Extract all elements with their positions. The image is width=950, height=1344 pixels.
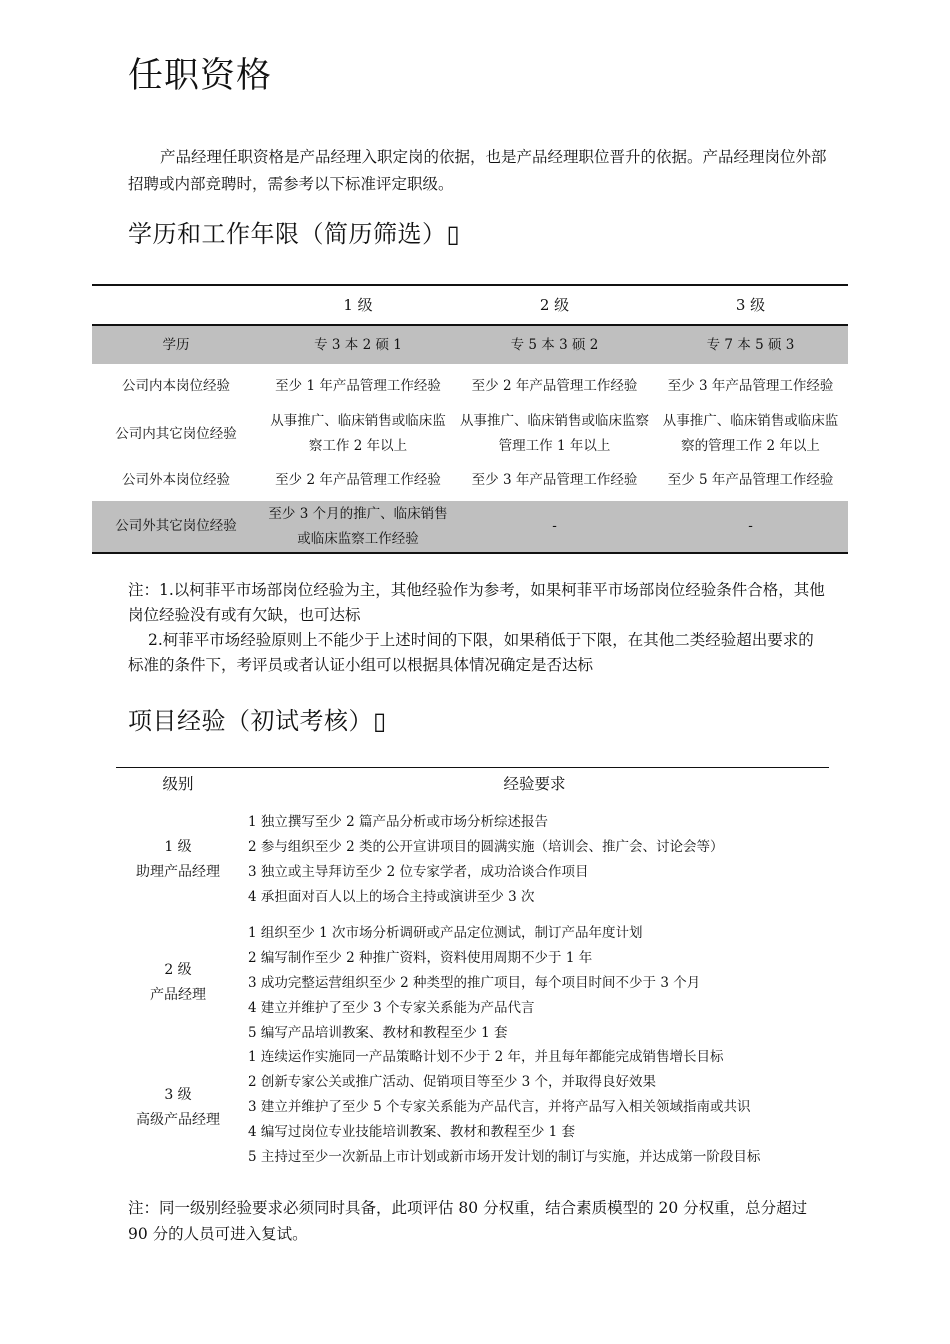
level-number: 1 级 bbox=[164, 839, 192, 855]
row-label: 公司内其它岗位经验 bbox=[115, 425, 237, 442]
header-cell-level-3: 3 级 bbox=[653, 285, 848, 325]
list-item: 4 编写过岗位专业技能培训教案、教材和教程至少 1 套 bbox=[248, 1124, 576, 1140]
section-heading-project: 项目经验（初试考核）▯ bbox=[128, 707, 387, 735]
note-line-2: 2.柯菲平市场经验原则上不能少于上述时间的下限，如果稍低于下限，在其他二类经验超出要求的标准的条件下，考评员或者认证小组可以根据具体情况确定是否达标 bbox=[128, 631, 814, 674]
list-item: 4 承担面对百人以上的场合主持或演讲至少 3 次 bbox=[248, 889, 535, 905]
level-number: 2 级 bbox=[164, 962, 192, 978]
table-row bbox=[92, 325, 848, 364]
list-item: 2 参与组织至少 2 类的公开宣讲项目的圆满实施（培训会、推广会、讨论会等） bbox=[248, 839, 724, 855]
table-cell: 至少 2 年产品管理工作经验 bbox=[275, 471, 441, 488]
list-item: 1 独立撰写至少 2 篇产品分析或市场分析综述报告 bbox=[248, 814, 549, 830]
table-cell: 从事推广、临床销售或临床监察的管理工作 2 年以上 bbox=[662, 413, 839, 454]
list-item: 3 独立或主导拜访至少 2 位专家学者，成功洽谈合作项目 bbox=[248, 864, 589, 880]
table-cell: 至少 3 个月的推广、临床销售或临床监察工作经验 bbox=[260, 501, 456, 553]
list-item: 5 主持过至少一次新品上市计划或新市场开发计划的制订与实施，并达成第一阶段目标 bbox=[248, 1149, 761, 1165]
header-cell bbox=[92, 285, 260, 325]
table-cell: 至少 5 年产品管理工作经验 bbox=[667, 471, 834, 488]
column-header-requirements: 经验要求 bbox=[503, 775, 566, 793]
education-experience-table bbox=[92, 284, 848, 554]
bottom-note: 注：同一级别经验要求必须同时具备，此项评估 80 分权重，结合素质模型的 20 分权重，总分超过 90 分的人员可进入复试。 bbox=[128, 1199, 808, 1243]
row-label: 公司内本岗位经验 bbox=[122, 378, 230, 394]
table-cell: 至少 3 年产品管理工作经验 bbox=[667, 378, 834, 394]
level-number: 3 级 bbox=[164, 1087, 192, 1103]
level-title: 助理产品经理 bbox=[136, 864, 220, 880]
note-line-1: 注：1.以柯菲平市场部岗位经验为主，其他经验作为参考，如果柯菲平市场部岗位经验条件合格，其他岗位经验没有或有欠缺，也可达标 bbox=[128, 581, 825, 624]
table-top-rule bbox=[116, 767, 829, 768]
header-cell-level-2: 2 级 bbox=[456, 285, 653, 325]
table-cell: 从事推广、临床销售或临床监察工作 2 年以上 bbox=[270, 413, 446, 454]
table-row bbox=[92, 459, 848, 501]
table-row bbox=[92, 364, 848, 409]
list-item: 2 编写制作至少 2 种推广资料，资料使用周期不少于 1 年 bbox=[248, 950, 593, 966]
table-row bbox=[92, 409, 848, 459]
table-cell: 专 7 本 5 硕 3 bbox=[653, 325, 848, 364]
row-label: 公司外本岗位经验 bbox=[122, 471, 230, 488]
table-row bbox=[92, 501, 848, 553]
list-item: 4 建立并维护了至少 3 个专家关系能为产品代言 bbox=[248, 1000, 535, 1016]
table-cell: 专 3 本 2 硕 1 bbox=[260, 325, 456, 364]
row-label: 学历 bbox=[92, 325, 260, 364]
list-item: 1 组织至少 1 次市场分析调研或产品定位测试，制订产品年度计划 bbox=[248, 925, 643, 941]
level-label bbox=[116, 1083, 240, 1133]
table-cell: 专 5 本 3 硕 2 bbox=[456, 325, 653, 364]
intro-paragraph: 产品经理任职资格是产品经理入职定岗的依据，也是产品经理职位晋升的依据。产品经理岗位外部招聘或内部竞聘时，需参考以下标准评定职级。 bbox=[128, 148, 827, 193]
list-item: 3 建立并维护了至少 5 个专家关系能为产品代言，并将产品写入相关领域指南或共识 bbox=[248, 1099, 751, 1115]
row-label: 公司外其它岗位经验 bbox=[92, 501, 260, 553]
table-header-row bbox=[92, 285, 848, 325]
list-item: 1 连续运作实施同一产品策略计划不少于 2 年，并且每年都能完成销售增长目标 bbox=[248, 1049, 724, 1065]
table-cell: 至少 1 年产品管理工作经验 bbox=[275, 378, 441, 394]
header-cell-level-1: 1 级 bbox=[260, 285, 456, 325]
requirement-list bbox=[248, 1045, 828, 1170]
table-cell: - bbox=[653, 501, 848, 553]
level-title: 产品经理 bbox=[150, 987, 206, 1003]
table-cell: 至少 2 年产品管理工作经验 bbox=[471, 378, 638, 394]
table-note bbox=[128, 578, 828, 678]
table-cell: 至少 3 年产品管理工作经验 bbox=[471, 471, 638, 488]
level-label bbox=[116, 958, 240, 1008]
section-heading-education: 学历和工作年限（简历筛选）▯ bbox=[128, 220, 461, 248]
list-item: 5 编写产品培训教案、教材和教程至少 1 套 bbox=[248, 1025, 508, 1041]
level-label bbox=[116, 835, 240, 885]
requirement-list bbox=[248, 921, 828, 1046]
table-cell: 从事推广、临床销售或临床监察管理工作 1 年以上 bbox=[460, 413, 649, 454]
page-title: 任职资格 bbox=[128, 56, 273, 96]
requirement-list bbox=[248, 810, 828, 910]
level-title: 高级产品经理 bbox=[136, 1112, 220, 1128]
list-item: 2 创新专家公关或推广活动、促销项目等至少 3 个，并取得良好效果 bbox=[248, 1074, 657, 1090]
list-item: 3 成功完整运营组织至少 2 种类型的推广项目，每个项目时间不少于 3 个月 bbox=[248, 975, 701, 991]
column-header-level: 级别 bbox=[162, 775, 194, 793]
table-cell: - bbox=[456, 501, 653, 553]
